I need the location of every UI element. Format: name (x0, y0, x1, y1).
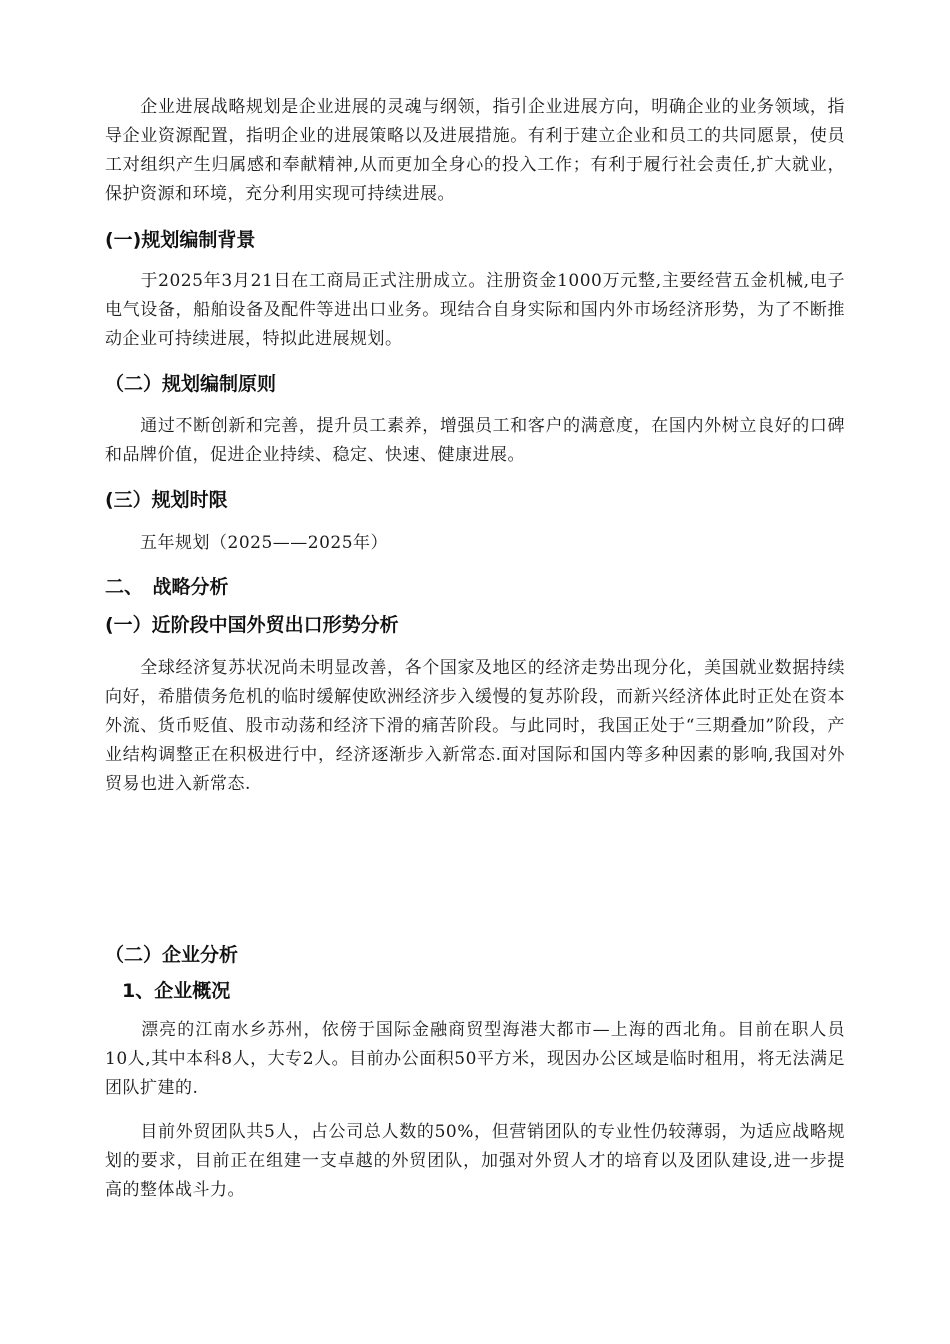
intro-paragraph: 企业进展战略规划是企业进展的灵魂与纲领，指引企业进展方向，明确企业的业务领域，指导企业资源配置，指明企业的进展策略以及进展措施。有利于建立企业和员工的共同愿景，使员工对组织产生归属感和奉献精神,从而更加全身心的投入工作；有利于履行社会责任,扩大就业，保护资源和环境，充分利用实现可持续进展。 (105, 97, 845, 204)
overview-paragraph: 漂亮的江南水乡苏州，依傍于国际金融商贸型海港大都市—上海的西北角。目前在职人员10人,其中本科8人，大专2人。目前办公面积50平方米，现因办公区域是临时租用，将无法满足团队扩建的. (105, 1020, 845, 1098)
heading-enterprise-overview: 1、企业概况 (122, 980, 231, 1002)
heading-strategy-analysis: 二、 战略分析 (105, 576, 229, 598)
period-paragraph: 五年规划（2025——2025年） (105, 533, 389, 553)
heading-plan-background: (一)规划编制背景 (105, 229, 256, 251)
heading-plan-principle: （二）规划编制原则 (105, 373, 277, 395)
heading-trade-analysis: (一）近阶段中国外贸出口形势分析 (105, 614, 399, 636)
heading-enterprise-analysis: （二）企业分析 (105, 944, 239, 966)
trade-paragraph: 全球经济复苏状况尚未明显改善，各个国家及地区的经济走势出现分化，美国就业数据持续向好，希腊债务危机的临时缓解使欧洲经济步入缓慢的复苏阶段，而新兴经济体此时正处在资本外流、货币贬值、股市动荡和经济下滑的痛苦阶段。与此同时，我国正处于“三期叠加”阶段，产业结构调整正在积极进行中，经济逐渐步入新常态.面对国际和国内等多种因素的影响,我国对外贸易也进入新常态. (105, 658, 845, 794)
principle-paragraph: 通过不断创新和完善，提升员工素养，增强员工和客户的满意度，在国内外树立良好的口碑和品牌价值，促进企业持续、稳定、快速、健康进展。 (105, 416, 845, 465)
heading-plan-period: (三）规划时限 (105, 489, 228, 511)
background-paragraph: 于2025年3月21日在工商局正式注册成立。注册资金1000万元整,主要经营五金机械,电子电气设备，船舶设备及配件等进出口业务。现结合自身实际和国内外市场经济形势，为了不断推动企业可持续进展，特拟此进展规划。 (105, 271, 845, 349)
team-paragraph: 目前外贸团队共5人，占公司总人数的50%，但营销团队的专业性仍较薄弱，为适应战略规划的要求，目前正在组建一支卓越的外贸团队，加强对外贸人才的培育以及团队建设,进一步提高的整体战斗力。 (105, 1122, 845, 1200)
